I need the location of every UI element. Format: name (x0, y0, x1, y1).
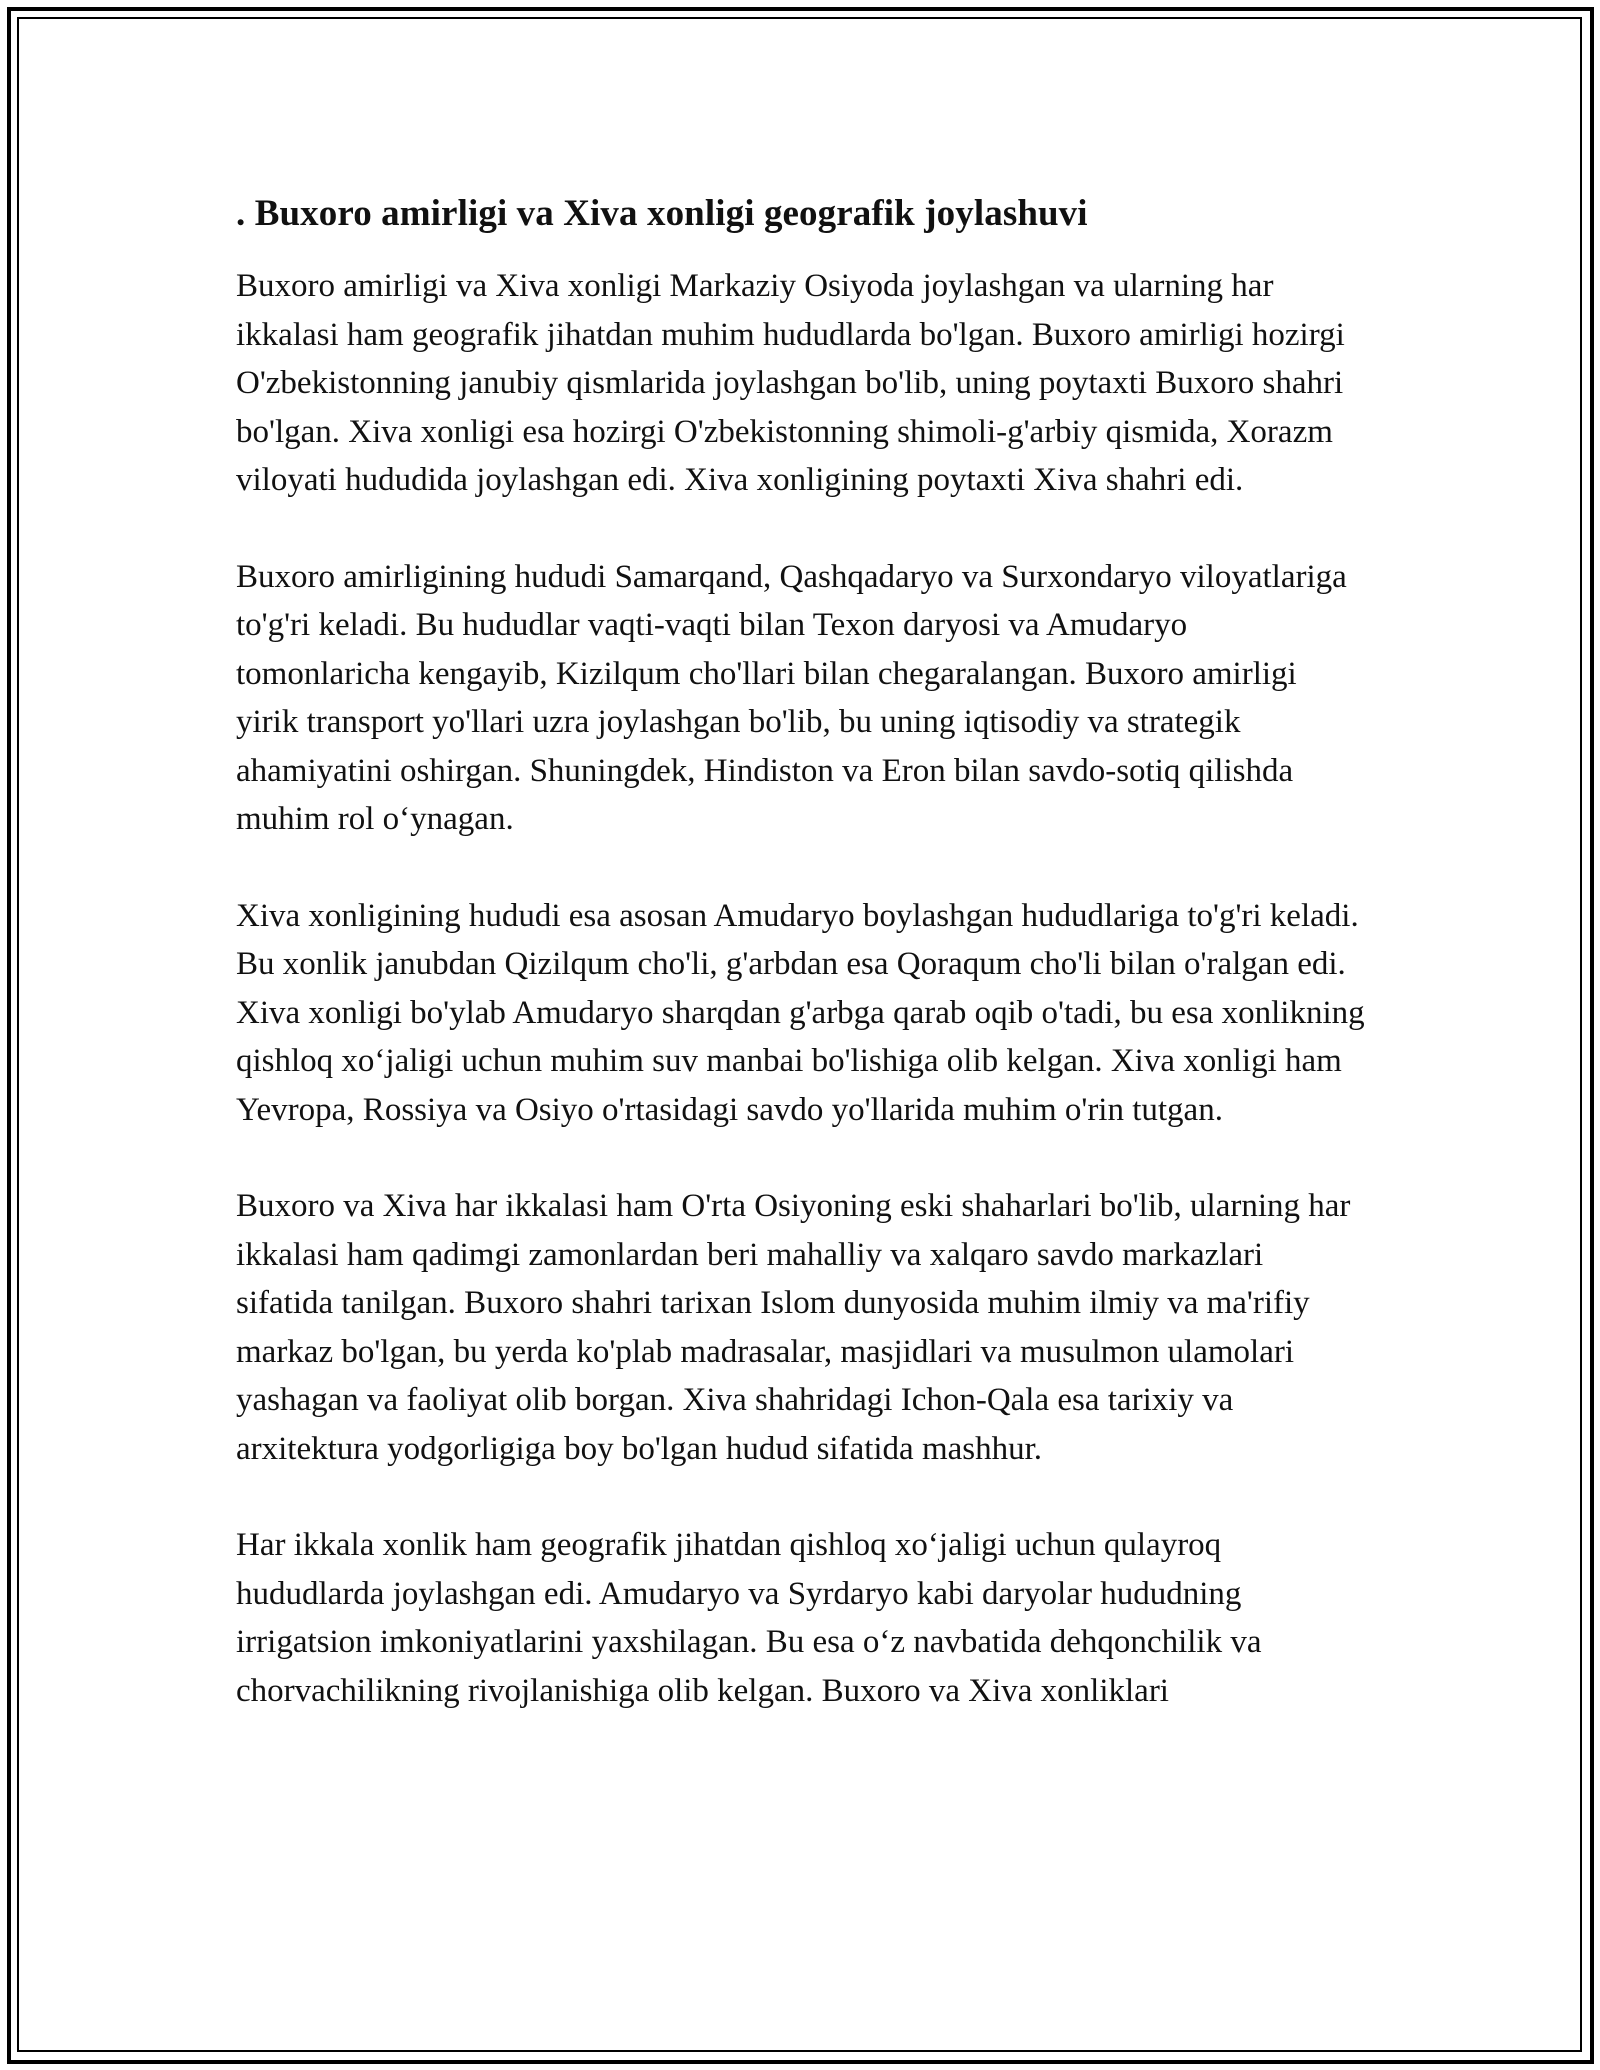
paragraph-3: Xiva xonligining hududi esa asosan Amudaryo boylashgan hududlariga to'g'ri keladi. Bu xonlik janubdan Qizilqum cho'li, g'arbdan esa Qoraqum cho'li bilan o'ralgan edi. Xiva xonligi bo'ylab Amudaryo sharqdan g'arbga qarab oqib o'tadi, bu esa xonlikning qishloq xo‘jaligi uchun muhim suv manbai bo'lishiga olib kelgan. Xiva xonligi ham Yevropa, Rossiya va Osiyo o'rtasidagi savdo yo'llarida muhim o'rin tutgan. (236, 897, 1365, 1128)
paragraph-1: Buxoro amirligi va Xiva xonligi Markaziy Osiyoda joylashgan va ularning har ikkalasi ham geografik jihatdan muhim hududlarda bo'lgan. Buxoro amirligi hozirgi O'zbekistonning janubiy qismlarida joylashgan bo'lib, uning poytaxti Buxoro shahri bo'lgan. Xiva xonligi esa hozirgi O'zbekistonning shimoli-g'arbiy qismida, Xorazm viloyati hududida joylashgan edi. Xiva xonligining poytaxti Xiva shahri edi. (236, 268, 1345, 498)
document-body (236, 188, 1366, 1715)
paragraph-2: Buxoro amirligining hududi Samarqand, Qashqadaryo va Surxondaryo viloyatlariga to'g'ri keladi. Bu hududlar vaqti-vaqti bilan Texon daryosi va Amudaryo tomonlaricha kengayib, Kizilqum cho'llari bilan chegaralangan. Buxoro amirligi yirik transport yo'llari uzra joylashgan bo'lib, bu uning iqtisodiy va strategik ahamiyatini oshirgan. Shuningdek, Hindiston va Eron bilan savdo-sotiq qilishda muhim rol o‘ynagan. (236, 558, 1347, 837)
document-title: . Buxoro amirligi va Xiva xonligi geografik joylashuvi (236, 193, 1088, 234)
paragraph-5: Har ikkala xonlik ham geografik jihatdan qishloq xo‘jaligi uchun qulayroq hududlarda joylashgan edi. Amudaryo va Syrdaryo kabi daryolar hududning irrigatsion imkoniyatlarini yaxshilagan. Bu esa o‘z navbatida dehqonchilik va chorvachilikning rivojlanishiga olib kelgan. Buxoro va Xiva xonliklari (236, 1527, 1262, 1709)
paragraph-4: Buxoro va Xiva har ikkalasi ham O'rta Osiyoning eski shaharlari bo'lib, ularning har ikkalasi ham qadimgi zamonlardan beri mahalliy va xalqaro savdo markazlari sifatida tanilgan. Buxoro shahri tarixan Islom dunyosida muhim ilmiy va ma'rifiy markaz bo'lgan, bu yerda ko'plab madrasalar, masjidlari va musulmon ulamolari yashagan va faoliyat olib borgan. Xiva shahridagi Ichon-Qala esa tarixiy va arxitektura yodgorligiga boy bo'lgan hudud sifatida mashhur. (236, 1188, 1351, 1467)
